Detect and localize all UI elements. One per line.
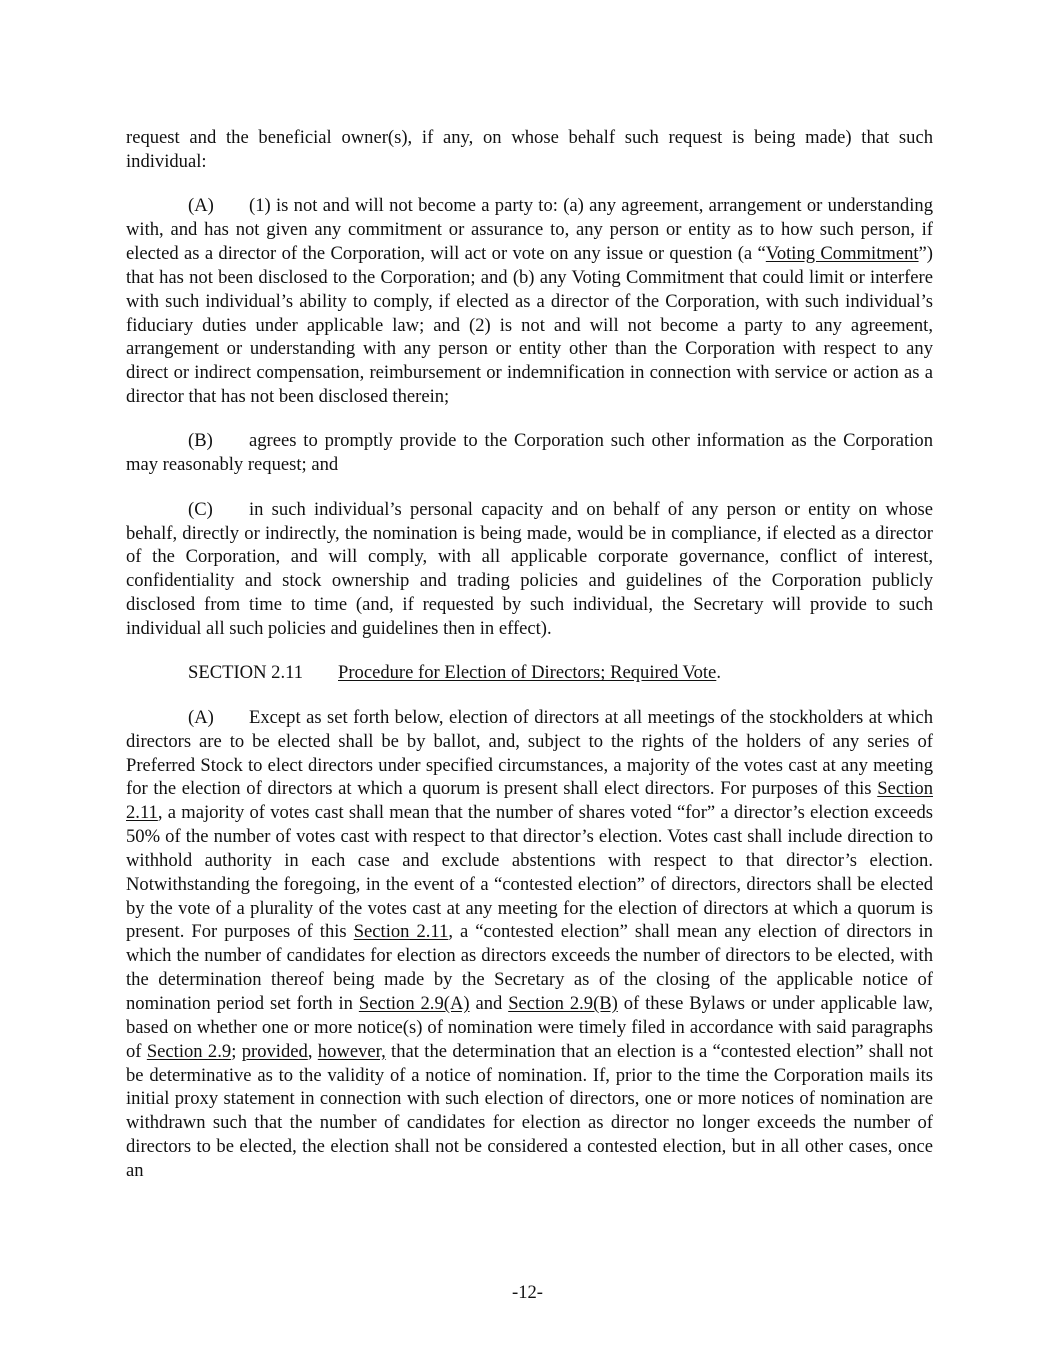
section-number: SECTION 2.11 [188,662,304,684]
proviso-term: provided [241,1040,308,1062]
paragraph-text: , [307,1040,318,1062]
cross-reference: Section 2.11 [353,921,449,943]
paragraph-text: agrees to promptly provide to the Corporation such other information as the Corporation may reasonably request; and [126,430,933,476]
paragraph-text: ”) that has not been disclosed to the Corporation; and (b) any Voting Commitment that could limit or interfere with such individual’s ability to comply, if elected as a director of the Corporation, with such individual’s fiduciary duties under applicable law; and (2) is not and will not become a party to any agreement, arrangement or understanding with any person or entity other than the Corporation with respect to any direct or indirect compensation, reimbursement or indemnification in connection with service or action as a director that has not been disclosed therein; [126,242,933,408]
cross-reference: Section 2.11 [126,778,933,824]
paragraph-text: Except as set forth below, election of directors at all meetings of the stockholders at which directors are to be elected shall be by ballot, and, subject to the rights of the holders of any series of Preferred Stock to elect directors under specified circumstances, a majority of the votes cast at any meeting for the election of directors at which a quorum is present shall elect directors. For purposes of this [126,706,933,800]
paragraph-text: of these Bylaws or under applicable law, based on whether one or more notice(s) of nomination were timely filed in accordance with said paragraphs of [126,992,934,1062]
paragraph-text: ; [231,1040,242,1062]
paragraph-text: that the determination that an election is a “contested election” shall not be determinative as to the validity of a notice of nomination. If, prior to the time the Corporation mails its initial proxy statement in connection with such election of directors, one or more notices of nomination are withdrawn such that the number of candidates for election as director no longer exceeds the number of directors to be elected, the election shall not be considered a contested election, but in all other cases, once an [126,1040,933,1181]
defined-term: Voting Commitment [765,242,919,264]
section-period: . [716,662,721,684]
section-title: Procedure for Election of Directors; Required Vote [338,662,717,684]
paragraph-text: , a “contested election” shall mean any election of directors in which the number of candidates for election as directors exceeds the number of directors to be elected, with the determination thereof being made by the Secretary as of the closing of the applicable notice of nomination period set forth in [126,921,933,1014]
paragraph-c [126,498,933,641]
cross-reference: Section 2.9 [146,1040,232,1062]
paragraph-label: (A) [188,706,214,728]
paragraph-b [126,429,933,477]
cross-reference: Section 2.9(A) [358,992,470,1014]
paragraph-text: (1) is not and will not become a party to: (a) any agreement, arrangement or understanding with, and has not given any commitment or assurance to, any person or entity as to how such person, if elected as a director of the Corporation, will act or vote on any issue or question (a “ [126,195,933,264]
paragraph-label: (A) [188,195,214,217]
document-body [126,126,933,1203]
section-paragraph-a [126,706,933,1183]
paragraph-continuation: request and the beneficial owner(s), if any, on whose behalf such request is being made) that such individual: [126,127,933,172]
section-heading [126,661,933,685]
proviso-term: however, [317,1040,386,1062]
paragraph-label: (B) [188,430,213,452]
page-number: -12- [512,1282,543,1303]
paragraph-label: (C) [188,498,213,520]
paragraph-a [126,194,933,409]
paragraph-text: in such individual’s personal capacity and on behalf of any person or entity on whose behalf, directly or indirectly, the nomination is being made, would be in compliance, if elected as a director of the Corporation, and will comply, with all applicable corporate governance, conflict of interest, confidentiality and stock ownership and trading policies and guidelines of the Corporation publicly disclosed from time to time (and, if requested by such individual, the Secretary will provide to such individual all such policies and guidelines then in effect). [126,498,933,639]
paragraph-text: , a majority of votes cast shall mean that the number of shares voted “for” a director’s election exceeds 50% of the number of votes cast with respect to that director’s election. Votes cast shall include direction to withhold authority in each case and exclude abstentions with respect to that director’s election. Notwithstanding the foregoing, in the event of a “contested election” of directors, directors shall be elected by the vote of a plurality of the votes cast at any meeting for the election of directors at which a quorum is present. For purposes of this [126,802,933,943]
paragraph-text: and [469,992,509,1014]
cross-reference: Section 2.9(B) [508,992,618,1014]
